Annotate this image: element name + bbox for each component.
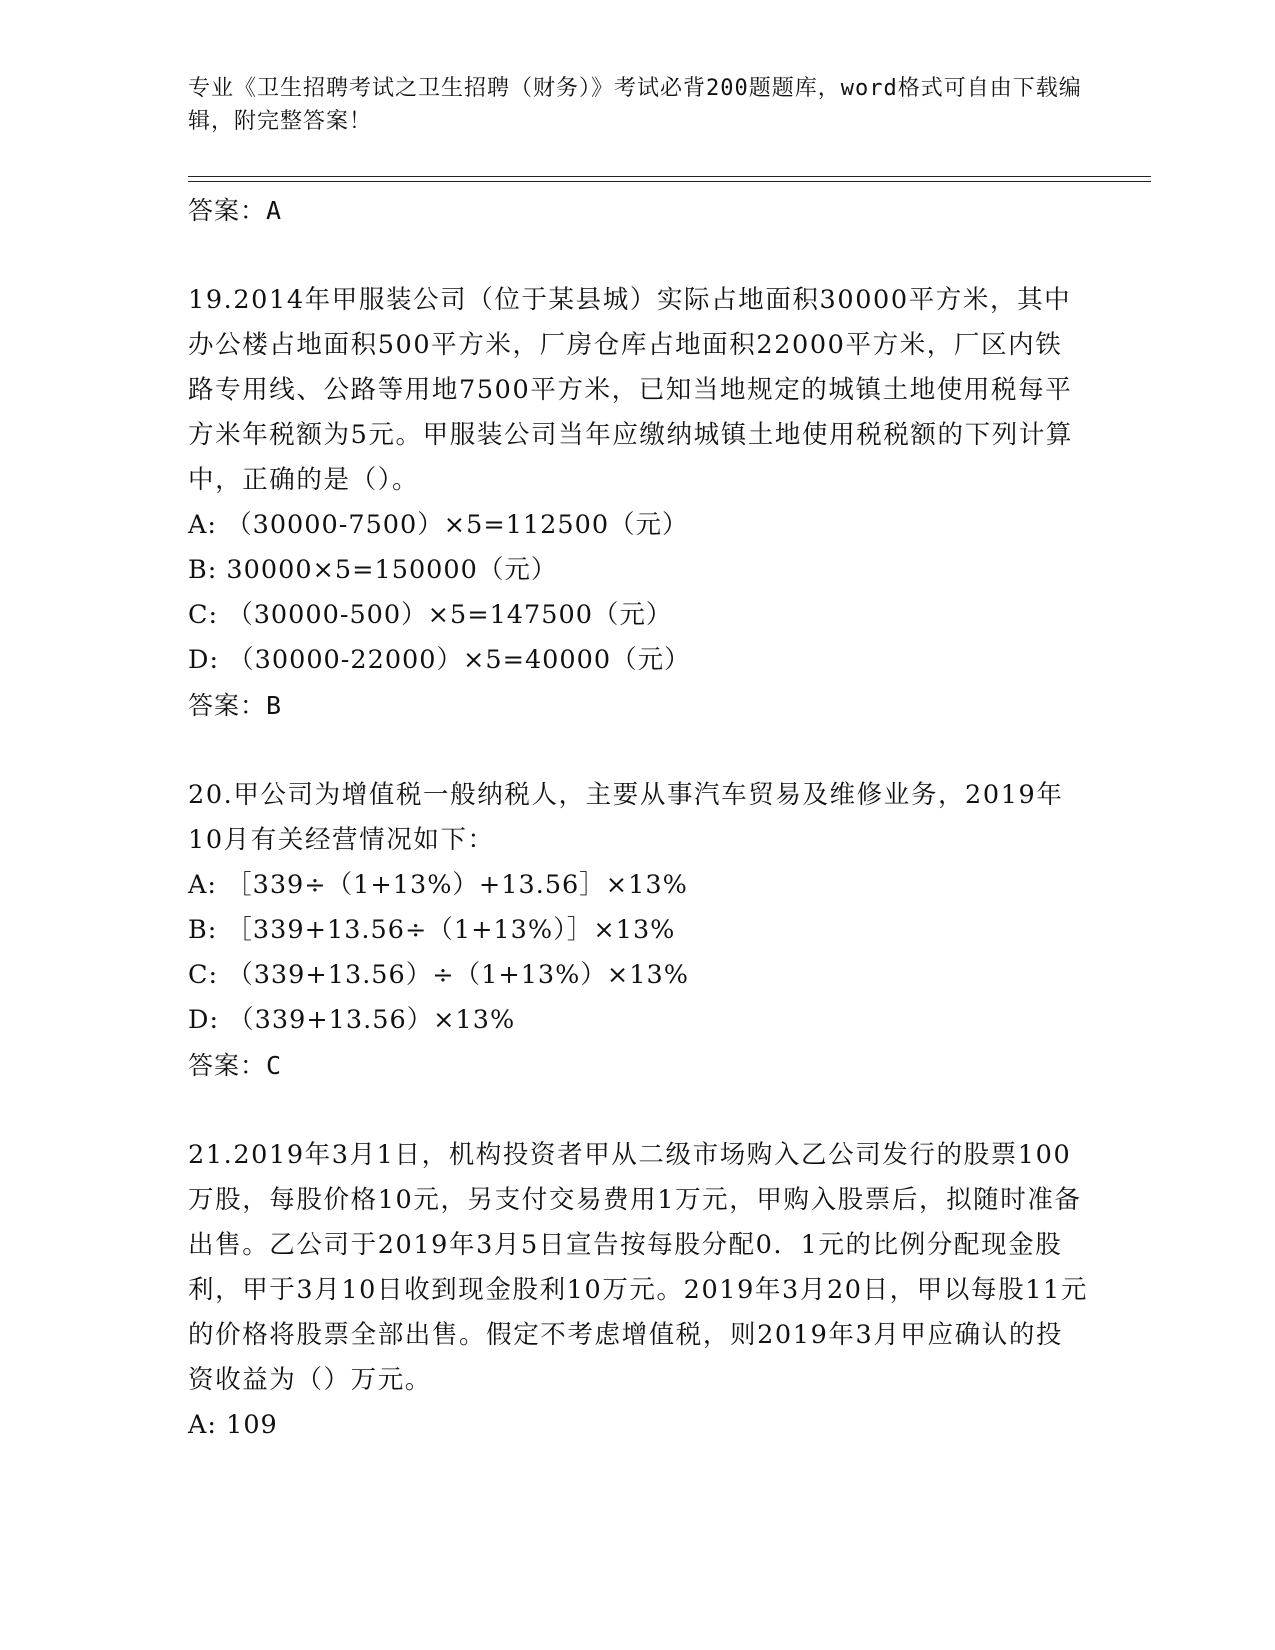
question-19 (188, 278, 1088, 729)
answer-q18: 答案：A (188, 196, 283, 225)
question-19-text: 19.2014年甲服装公司（位于某县城）实际占地面积30000平方米，其中办公楼占地面积500平方米，厂房仓库占地面积22000平方米，厂区内铁路专用线、公路等用地7500平方米，已知当地规定的城镇土地使用税每平方米年税额为5元。甲服装公司当年应缴纳城镇土地使用税税额的下列计算中，正确的是（）。 (188, 285, 1074, 495)
question-21 (188, 1133, 1088, 1448)
answer-q19: 答案：B (188, 691, 283, 720)
question-20-option-c: C: （339+13.56）÷（1+13%）×13% (188, 960, 689, 990)
document-header: 专业《卫生招聘考试之卫生招聘（财务）》考试必背200题题库，word格式可自由下载编辑，附完整答案！ (188, 76, 1082, 134)
question-20-option-d: D: （339+13.56）×13% (188, 1005, 516, 1035)
question-21-text: 21.2019年3月1日，机构投资者甲从二级市场购入乙公司发行的股票100万股，每股价格10元，另支付交易费用1万元，甲购入股票后，拟随时准备出售。乙公司于2019年3月5日宣告按每股分配0．1元的比例分配现金股利，甲于3月10日收到现金股利10万元。2019年3月20日，甲以每股11元的价格将股票全部出售。假定不考虑增值税，则2019年3月甲应确认的投资收益为（）万元。 (188, 1140, 1088, 1395)
question-20 (188, 773, 1088, 1089)
question-20-option-b: B: ［339+13.56÷（1+13%）］×13% (188, 915, 676, 945)
question-20-option-a: A: ［339÷（1+13%）+13.56］×13% (188, 870, 688, 900)
question-19-option-a: A: （30000-7500）×5=112500（元） (188, 510, 689, 540)
header-divider-bottom (188, 181, 1151, 182)
question-20-text: 20.甲公司为增值税一般纳税人，主要从事汽车贸易及维修业务，2019年10月有关经营情况如下： (188, 780, 1064, 855)
spacer (188, 729, 1088, 773)
question-list (188, 188, 1088, 1448)
question-19-option-b: B: 30000×5=150000（元） (188, 555, 558, 585)
header-divider-top (188, 176, 1151, 177)
question-19-option-d: D: （30000-22000）×5=40000（元） (188, 645, 691, 675)
question-21-option-a: A: 109 (188, 1410, 278, 1440)
spacer (188, 234, 1088, 278)
answer-q20: 答案：C (188, 1051, 283, 1080)
spacer (188, 1089, 1088, 1133)
question-19-option-c: C: （30000-500）×5=147500（元） (188, 600, 673, 630)
